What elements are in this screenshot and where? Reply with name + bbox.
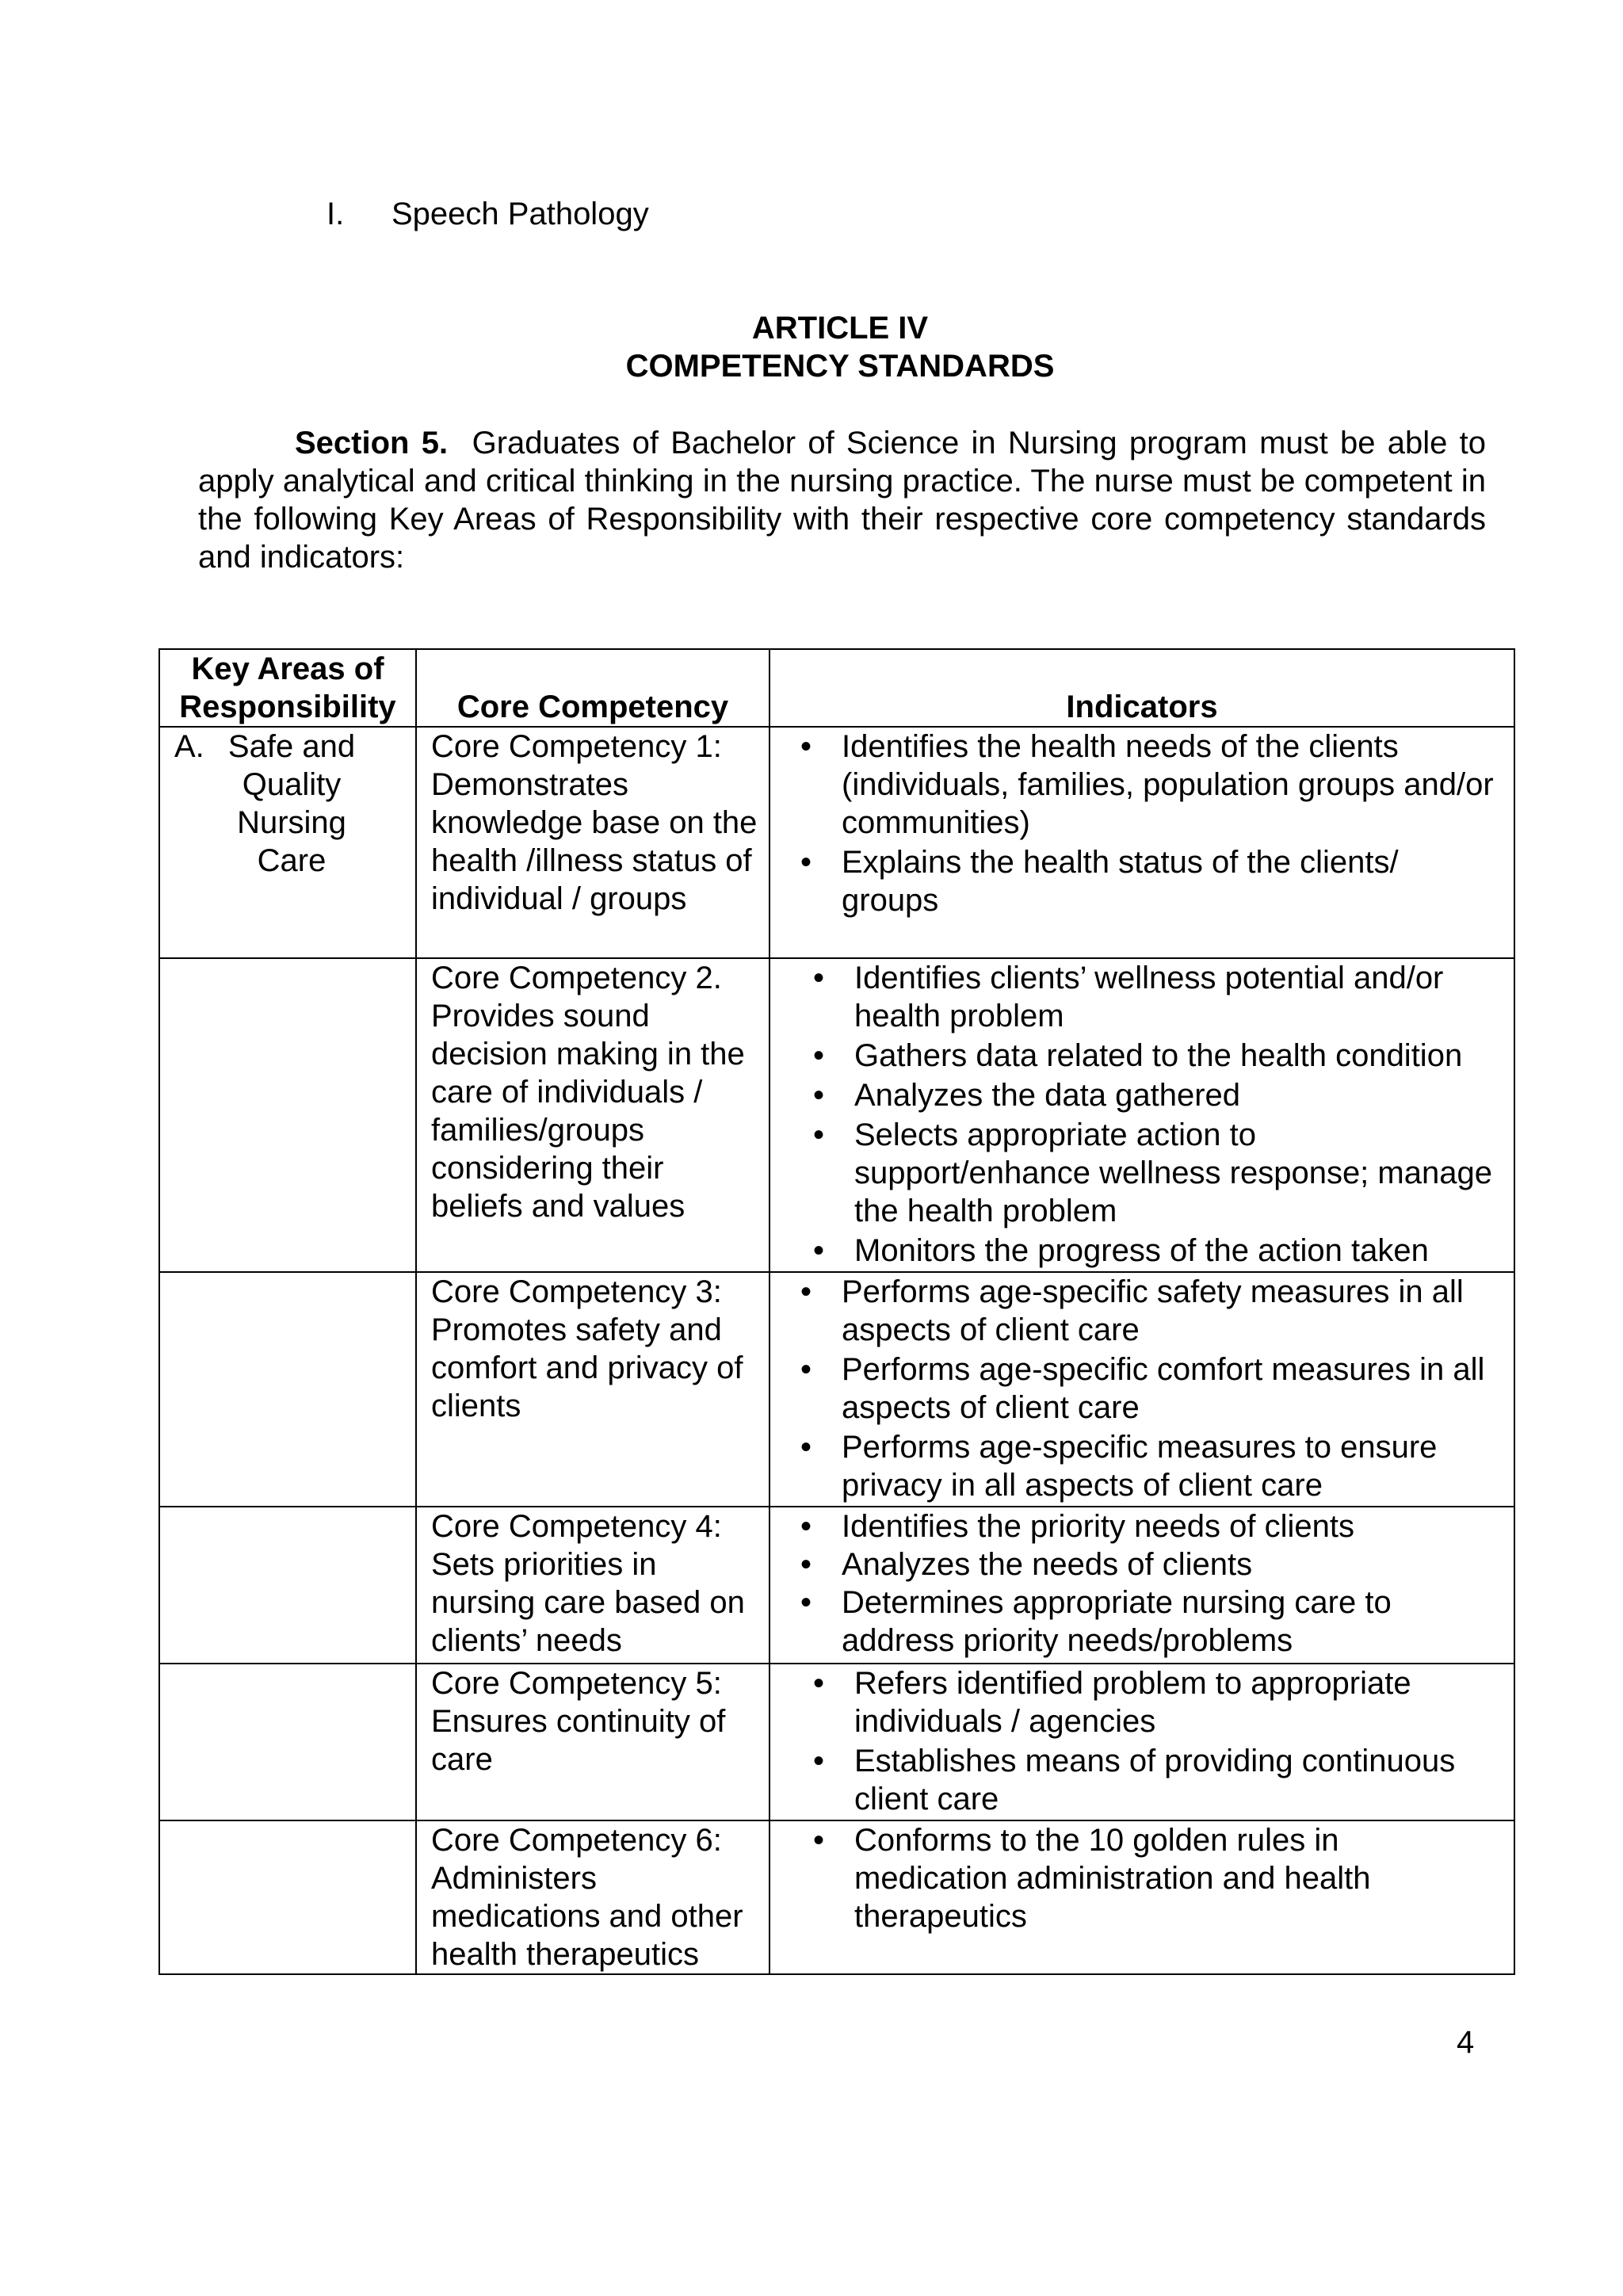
competency-table bbox=[158, 648, 1515, 1975]
competency-text: Core Competency 3: Promotes safety and comfort and privacy of clients bbox=[431, 1274, 743, 1423]
section-label: Section 5. bbox=[295, 426, 449, 460]
competency-text: Core Competency 6: Administers medications and other health therapeutics bbox=[431, 1823, 743, 1972]
header-indicators: Indicators bbox=[769, 649, 1514, 727]
key-area-cell bbox=[159, 727, 416, 958]
bullet-icon: • bbox=[812, 1038, 824, 1073]
bullet-icon: • bbox=[800, 1547, 812, 1582]
competency-cell bbox=[416, 1507, 769, 1664]
key-area-cell-empty bbox=[159, 1507, 416, 1664]
indicator-item bbox=[770, 959, 1514, 1035]
indicator-item bbox=[770, 1821, 1514, 1935]
indicator-text: Performs age-specific comfort measures in all aspects of client care bbox=[842, 1352, 1485, 1425]
bullet-icon: • bbox=[812, 1233, 824, 1268]
key-area-cell-empty bbox=[159, 1272, 416, 1507]
indicator-item bbox=[770, 1116, 1514, 1230]
indicator-item bbox=[770, 843, 1514, 919]
competency-cell bbox=[416, 1820, 769, 1974]
bullet-icon: • bbox=[800, 1430, 812, 1465]
indicator-text: Refers identified problem to appropriate individuals / agencies bbox=[854, 1666, 1411, 1739]
indicator-list bbox=[770, 728, 1514, 919]
indicator-list bbox=[770, 1273, 1514, 1504]
competency-cell bbox=[416, 1272, 769, 1507]
section-paragraph bbox=[198, 424, 1486, 576]
indicator-text: Analyzes the data gathered bbox=[854, 1078, 1241, 1113]
key-area-cell-empty bbox=[159, 1664, 416, 1820]
competency-text: Core Competency 2. Provides sound decision making in the care of individuals / families/groups considering their beliefs and values bbox=[431, 961, 745, 1224]
indicator-item bbox=[770, 1664, 1514, 1740]
key-area-text: Safe and Quality Nursing Care bbox=[227, 729, 356, 878]
bullet-icon: • bbox=[812, 961, 824, 995]
table-row bbox=[159, 727, 1514, 958]
indicator-text: Performs age-specific measures to ensure privacy in all aspects of client care bbox=[842, 1430, 1438, 1503]
indicator-text: Explains the health status of the clients/ groups bbox=[842, 845, 1399, 918]
indicator-item bbox=[770, 1273, 1514, 1349]
indicators-cell bbox=[769, 727, 1514, 958]
bullet-icon: • bbox=[800, 1274, 812, 1309]
key-area-cell-empty bbox=[159, 958, 416, 1272]
indicator-item bbox=[770, 728, 1514, 842]
competency-text: Core Competency 1: Demonstrates knowledge base on the health /illness status of individual / groups bbox=[431, 729, 758, 916]
article-title: ARTICLE IV bbox=[751, 311, 929, 346]
indicator-text: Identifies the priority needs of clients bbox=[842, 1509, 1355, 1544]
indicator-list bbox=[770, 1821, 1514, 1935]
bullet-icon: • bbox=[812, 1117, 824, 1152]
bullet-icon: • bbox=[812, 1823, 824, 1858]
competency-text: Core Competency 5: Ensures continuity of care bbox=[431, 1666, 726, 1777]
indicators-cell bbox=[769, 958, 1514, 1272]
indicator-text: Selects appropriate action to support/enhance wellness response; manage the health problem bbox=[854, 1117, 1492, 1228]
table-row bbox=[159, 958, 1514, 1272]
table-header-row bbox=[159, 649, 1514, 727]
list-item-text: Speech Pathology bbox=[391, 197, 649, 231]
indicator-text: Gathers data related to the health condition bbox=[854, 1038, 1463, 1073]
page-number: 4 bbox=[1457, 2025, 1475, 2060]
list-marker: I. bbox=[327, 197, 345, 231]
competency-text: Core Competency 4: Sets priorities in nursing care based on clients’ needs bbox=[431, 1509, 745, 1658]
table-row bbox=[159, 1664, 1514, 1820]
bullet-icon: • bbox=[800, 1585, 812, 1620]
indicator-text: Monitors the progress of the action taken bbox=[854, 1233, 1429, 1268]
indicator-item bbox=[770, 1076, 1514, 1114]
bullet-icon: • bbox=[800, 1509, 812, 1544]
indicator-text: Identifies the health needs of the clients (individuals, families, population groups and/or communities) bbox=[842, 729, 1494, 840]
indicator-item bbox=[770, 1742, 1514, 1818]
indicator-item bbox=[770, 1584, 1514, 1660]
section-text: Graduates of Bachelor of Science in Nursing program must be able to apply analytical and critical thinking in the nursing practice. The nurse must be competent in the following Key Areas of Responsibility with their respective core competency standards and indicators: bbox=[198, 426, 1486, 575]
competency-cell bbox=[416, 958, 769, 1272]
indicators-cell bbox=[769, 1507, 1514, 1664]
bullet-icon: • bbox=[812, 1078, 824, 1113]
bullet-icon: • bbox=[812, 1666, 824, 1701]
bullet-icon: • bbox=[800, 845, 812, 880]
indicator-list bbox=[770, 1664, 1514, 1818]
competency-cell bbox=[416, 1664, 769, 1820]
header-core-competency: Core Competency bbox=[416, 649, 769, 727]
indicator-text: Determines appropriate nursing care to address priority needs/problems bbox=[842, 1585, 1392, 1658]
indicators-cell bbox=[769, 1664, 1514, 1820]
competency-cell bbox=[416, 727, 769, 958]
indicator-text: Conforms to the 10 golden rules in medication administration and health therapeutics bbox=[854, 1823, 1371, 1934]
indicator-item bbox=[770, 1232, 1514, 1270]
indicator-list bbox=[770, 1507, 1514, 1660]
table-row bbox=[159, 1507, 1514, 1664]
indicator-item bbox=[770, 1350, 1514, 1427]
table-row bbox=[159, 1820, 1514, 1974]
indicators-cell bbox=[769, 1272, 1514, 1507]
indicator-text: Performs age-specific safety measures in all aspects of client care bbox=[842, 1274, 1464, 1347]
key-area-letter: A. bbox=[174, 729, 204, 764]
indicator-item bbox=[770, 1428, 1514, 1504]
indicator-list bbox=[770, 959, 1514, 1270]
indicators-cell bbox=[769, 1820, 1514, 1974]
key-area-cell-empty bbox=[159, 1820, 416, 1974]
list-item-speech-pathology bbox=[327, 197, 649, 232]
bullet-icon: • bbox=[812, 1744, 824, 1778]
indicator-text: Identifies clients’ wellness potential and/or health problem bbox=[854, 961, 1444, 1033]
indicator-item bbox=[770, 1545, 1514, 1584]
article-subtitle: COMPETENCY STANDARDS bbox=[625, 349, 1055, 384]
indicator-item bbox=[770, 1507, 1514, 1545]
indicator-text: Establishes means of providing continuous client care bbox=[854, 1744, 1456, 1817]
bullet-icon: • bbox=[800, 729, 812, 764]
indicator-item bbox=[770, 1037, 1514, 1075]
bullet-icon: • bbox=[800, 1352, 812, 1387]
table-row bbox=[159, 1272, 1514, 1507]
indicator-text: Analyzes the needs of clients bbox=[842, 1547, 1253, 1582]
header-key-areas: Key Areas of Responsibility bbox=[159, 649, 416, 727]
